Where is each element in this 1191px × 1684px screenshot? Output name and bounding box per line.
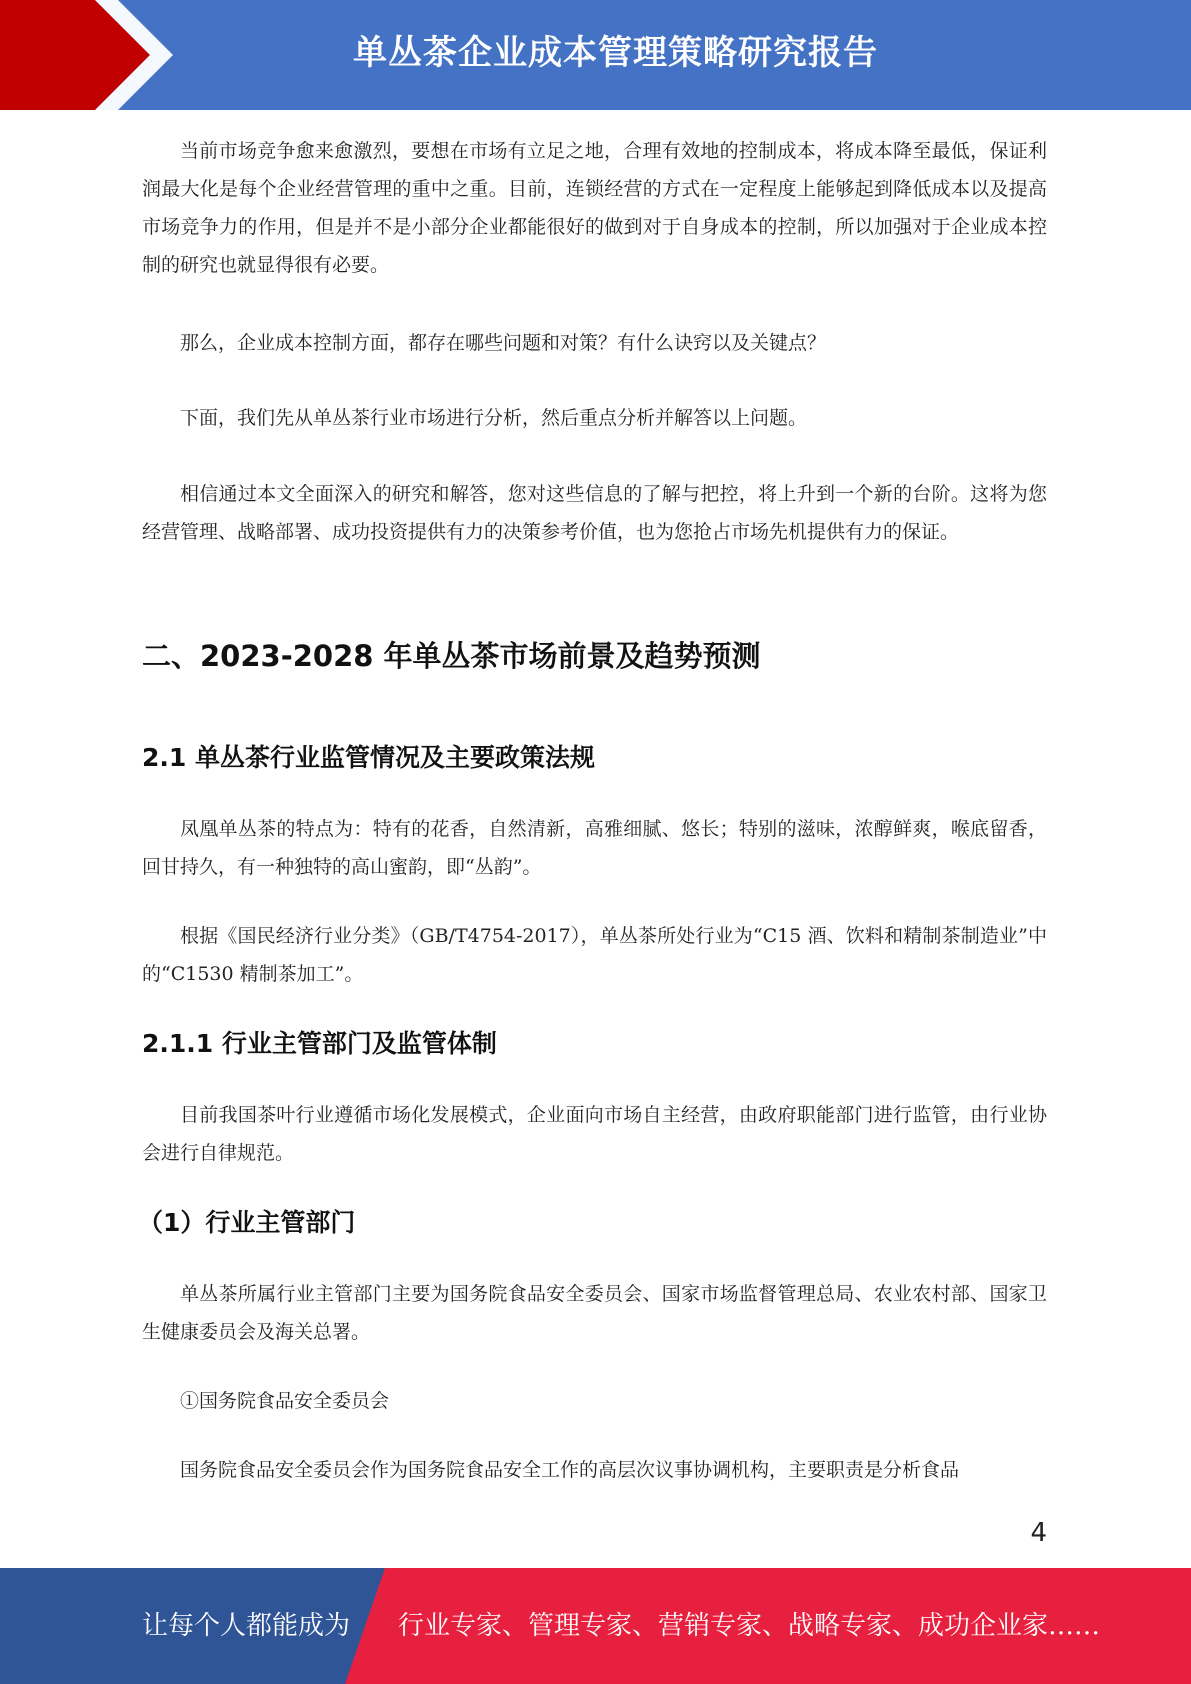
page-footer [0, 1568, 1191, 1684]
list-item-label: ①国务院食品安全委员会 [180, 1390, 390, 1412]
intro-paragraph-1: 当前市场竞争愈来愈激烈，要想在市场有立足之地，合理有效地的控制成本，将成本降至最低，保证利润最大化是每个企业经营管理的重中之重。目前，连锁经营的方式在一定程度上能够起到降低成本以及提高市场竞争力的作用，但是并不是小部分企业都能很好的做到对于自身成本的控制，所以加强对于企业成本控制的研究也就显得很有必要。 [142, 140, 1047, 276]
intro-paragraph-4: 相信通过本文全面深入的研究和解答，您对这些信息的了解与把控，将上升到一个新的台阶。这将为您经营管理、战略部署、成功投资提供有力的决策参考价值，也为您抢占市场先机提供有力的保证。 [142, 483, 1047, 543]
subsection-heading-1: （1）行业主管部门 [138, 1208, 356, 1237]
intro-paragraph-3: 下面，我们先从单丛茶行业市场进行分析，然后重点分析并解答以上问题。 [180, 407, 808, 429]
subsection-2-1-paragraph-2: 根据《国民经济行业分类》（GB/T4754-2017），单丛茶所处行业为“C15 酒、饮料和精制茶制造业”中的“C1530 精制茶加工”。 [142, 925, 1047, 985]
subsection-2-1-1-paragraph: 目前我国茶叶行业遵循市场化发展模式，企业面向市场自主经营，由政府职能部门进行监管，由行业协会进行自律规范。 [142, 1104, 1047, 1164]
list-item-paragraph: 国务院食品安全委员会作为国务院食品安全工作的高层次议事协调机构，主要职责是分析食品 [180, 1459, 960, 1481]
subsection-2-1-paragraph-1: 凤凰单丛茶的特点为：特有的花香，自然清新，高雅细腻、悠长；特别的滋味，浓醇鲜爽，喉底留香，回甘持久，有一种独特的高山蜜韵，即“丛韵”。 [142, 818, 1047, 878]
subsection-1-paragraph: 单丛茶所属行业主管部门主要为国务院食品安全委员会、国家市场监督管理总局、农业农村部、国家卫生健康委员会及海关总署。 [142, 1283, 1047, 1343]
footer-slogan-right: 行业专家、管理专家、营销专家、战略专家、成功企业家…… [398, 1611, 1101, 1641]
subsection-heading-2-1-1: 2.1.1 行业主管部门及监管体制 [142, 1029, 497, 1058]
header-title: 单丛茶企业成本管理策略研究报告 [353, 33, 878, 73]
footer-slogan-left: 让每个人都能成为 [142, 1611, 351, 1641]
subsection-heading-2-1: 2.1 单丛茶行业监管情况及主要政策法规 [142, 743, 595, 772]
page-header [0, 0, 1191, 110]
section-heading-2: 二、2023-2028 年单丛茶市场前景及趋势预测 [142, 639, 761, 673]
intro-paragraph-2: 那么，企业成本控制方面，都存在哪些问题和对策？有什么诀窍以及关键点？ [180, 332, 827, 354]
page-number: 4 [1030, 1518, 1047, 1548]
